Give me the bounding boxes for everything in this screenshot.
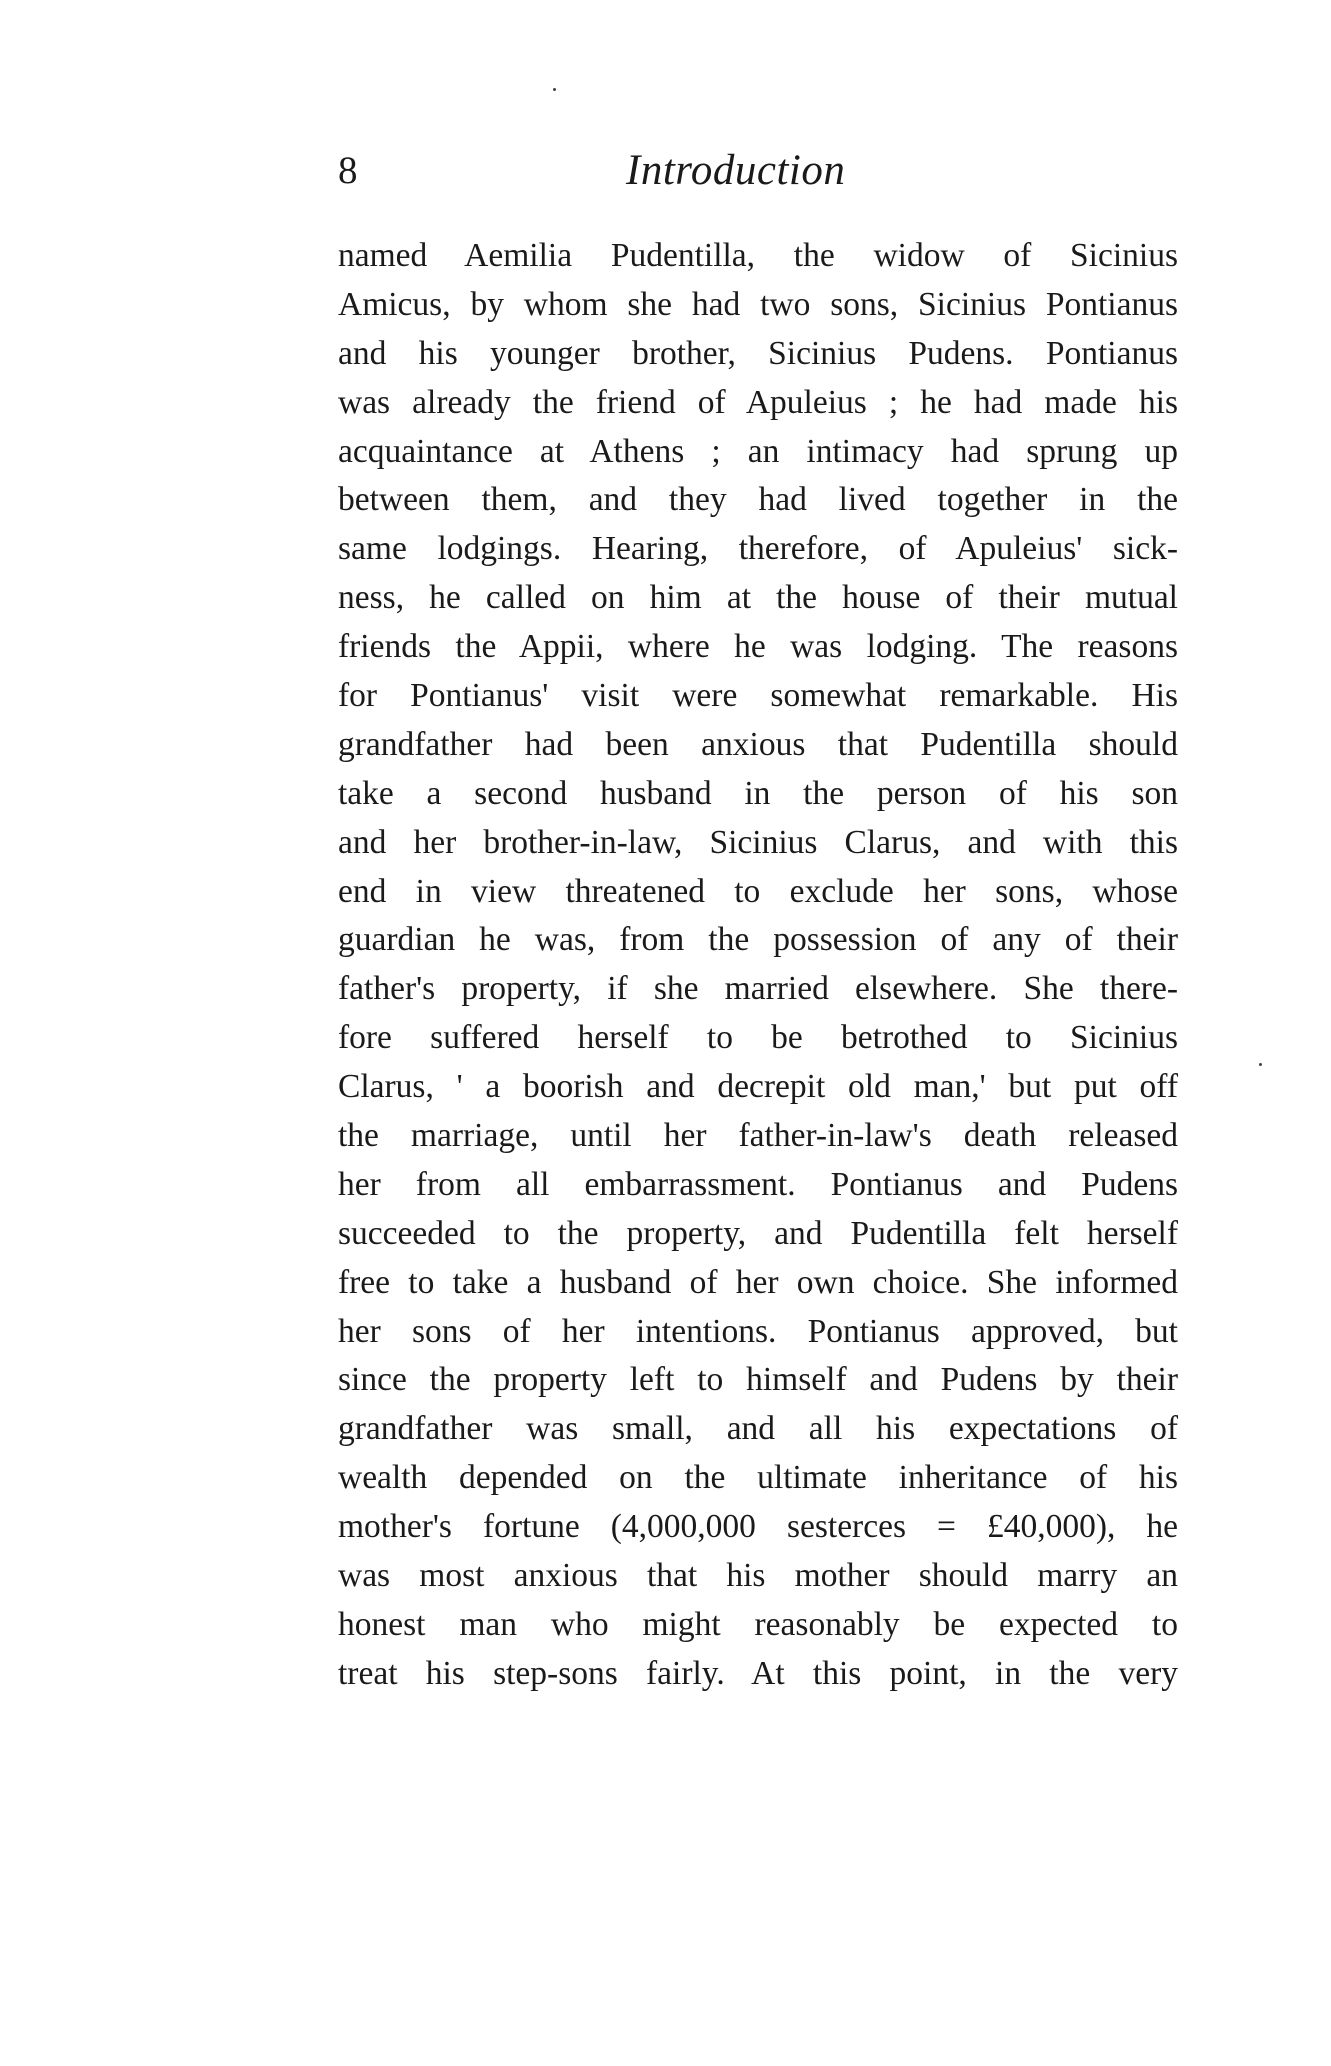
running-head (338, 146, 1178, 196)
text-line: between them, and they had lived together in the (338, 481, 1178, 519)
text-line: her sons of her intentions. Pontianus approved, but (338, 1312, 1178, 1350)
scan-speck (553, 88, 556, 91)
text-line: father's property, if she married elsewhere. She there- (338, 970, 1178, 1008)
text-line: grandfather was small, and all his expectations of (338, 1410, 1178, 1448)
text-line: was most anxious that his mother should marry an (338, 1557, 1178, 1595)
text-line: take a second husband in the person of his son (338, 774, 1178, 812)
text-line: was already the friend of Apuleius ; he had made his (338, 383, 1178, 421)
text-line: for Pontianus' visit were somewhat remarkable. His (338, 677, 1178, 715)
text-line: and her brother-in-law, Sicinius Clarus, and with this (338, 823, 1178, 861)
text-line: succeeded to the property, and Pudentilla felt herself (338, 1214, 1178, 1252)
text-line: the marriage, until her father-in-law's death released (338, 1117, 1178, 1155)
text-line: end in view threatened to exclude her sons, whose (338, 872, 1178, 910)
text-line: honest man who might reasonably be expected to (338, 1605, 1178, 1643)
text-line: free to take a husband of her own choice. She informed (338, 1263, 1178, 1301)
text-line: acquaintance at Athens ; an intimacy had sprung up (338, 432, 1178, 470)
body-text (338, 232, 1178, 1699)
text-line: her from all embarrassment. Pontianus and Pudens (338, 1165, 1178, 1203)
text-line: ness, he called on him at the house of their mutual (338, 579, 1178, 617)
page-number: 8 (338, 149, 358, 192)
text-line: mother's fortune (4,000,000 sesterces = £40,000), he (338, 1508, 1178, 1546)
text-line: friends the Appii, where he was lodging. The reasons (338, 628, 1178, 666)
text-line: same lodgings. Hearing, therefore, of Apuleius' sick- (338, 530, 1178, 568)
scan-speck (1259, 1063, 1262, 1066)
text-line: treat his step-sons fairly. At this point, in the very (338, 1654, 1178, 1692)
text-line: Clarus, ' a boorish and decrepit old man,' but put off (338, 1068, 1178, 1106)
text-line: grandfather had been anxious that Pudentilla should (338, 725, 1178, 763)
text-line: Amicus, by whom she had two sons, Sicinius Pontianus (338, 285, 1178, 323)
text-line: guardian he was, from the possession of any of their (338, 921, 1178, 959)
running-title: Introduction (626, 147, 846, 194)
text-line: wealth depended on the ultimate inheritance of his (338, 1459, 1178, 1497)
text-line: named Aemilia Pudentilla, the widow of Sicinius (338, 237, 1178, 274)
text-line: fore suffered herself to be betrothed to Sicinius (338, 1019, 1178, 1057)
text-line: and his younger brother, Sicinius Pudens. Pontianus (338, 334, 1178, 372)
text-line: since the property left to himself and Pudens by their (338, 1361, 1178, 1399)
